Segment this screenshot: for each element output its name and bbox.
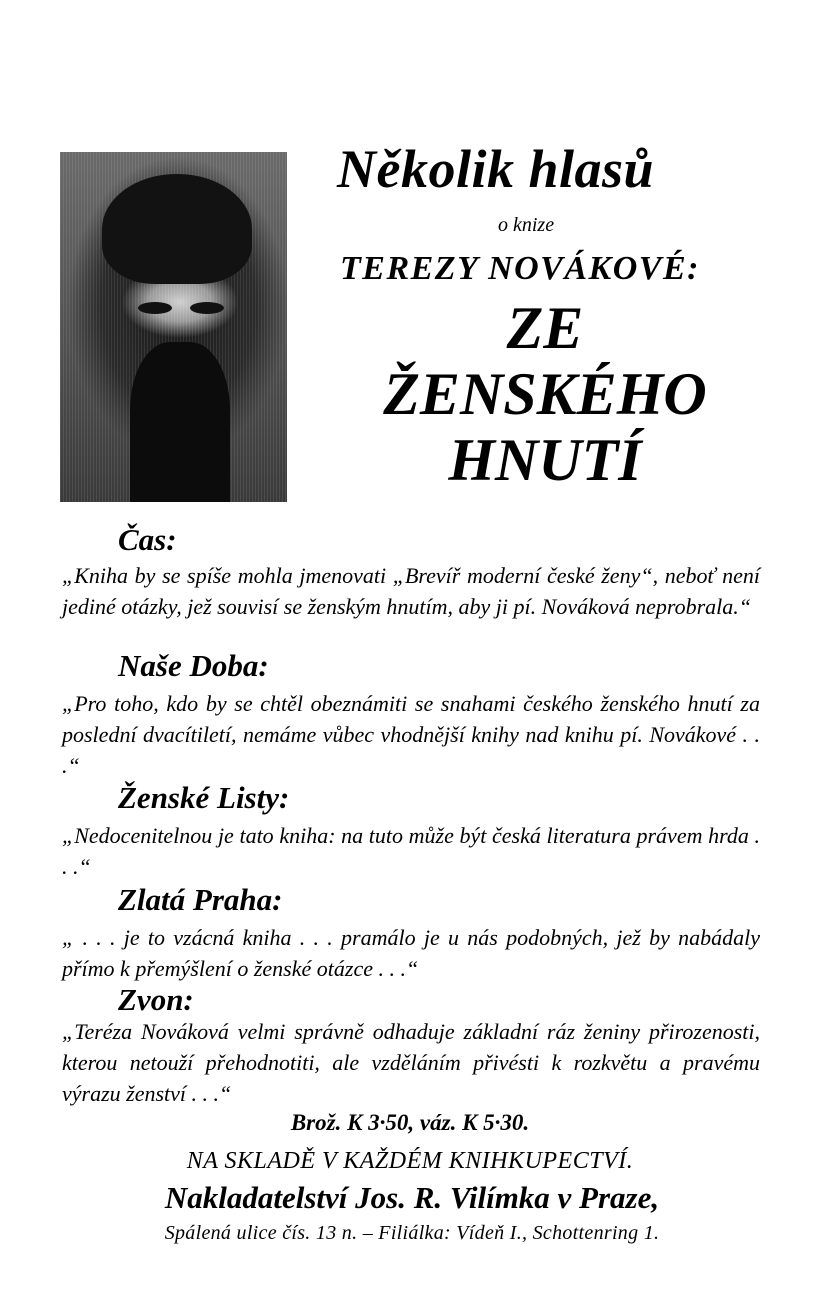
review-quote-zenske-listy: „Nedocenitelnou je tato kniha: na tuto může být česká literatura právem hrda . . .“ xyxy=(62,823,760,879)
portrait-eye-right xyxy=(190,302,224,314)
publisher-name: Nakladatelství Jos. R. Vilímka v Praze, xyxy=(164,1180,660,1215)
author-portrait xyxy=(60,152,287,502)
author-name: TEREZY NOVÁKOVÉ: xyxy=(340,250,700,287)
review-source-nase-doba: Naše Doba: xyxy=(118,648,269,683)
page-subtitle: o knize xyxy=(498,214,555,236)
review-source-zenske-listy: Ženské Listy: xyxy=(118,780,290,815)
publisher-address: Spálená ulice čís. 13 n. – Filiálka: Vídeň I., Schottenring 1. xyxy=(164,1222,660,1244)
review-quote-zvon: „Teréza Nováková velmi správně odhaduje základní ráz ženiny přirozenosti, kterou netouží přehodnotiti, ale vzděláním přivésti k rozkvětu a pravému výrazu ženství . . .“ xyxy=(62,1019,760,1106)
portrait-eye-left xyxy=(138,302,172,314)
portrait-scarf xyxy=(130,342,230,502)
page-title: Několik hlasů xyxy=(337,139,655,199)
book-title-line: ZE xyxy=(506,295,584,361)
price-line: Brož. K 3·50, váz. K 5·30. xyxy=(290,1110,530,1135)
review-source-zlata-praha: Zlatá Praha: xyxy=(118,882,283,917)
book-title xyxy=(335,295,755,493)
review-quote-zlata-praha: „ . . . je to vzácná kniha . . . pramálo je u nás podobných, jež by nabádaly přímo k přemýšlení o ženské otázce . . .“ xyxy=(62,925,760,981)
review-source-cas: Čas: xyxy=(118,522,177,557)
review-source-zvon: Zvon: xyxy=(118,982,194,1017)
review-quote-cas: „Kniha by se spíše mohla jmenovati „Brevíř moderní české ženy“, neboť není jediné otázky, jež souvisí se ženským hnutím, aby ji pí. Nováková neprobrala.“ xyxy=(62,563,760,619)
book-title-line: HNUTÍ xyxy=(448,427,642,493)
book-title-line: ŽENSKÉHO xyxy=(383,361,707,427)
availability-line: NA SKLADĚ V KAŽDÉM KNIHKUPECTVÍ. xyxy=(186,1148,634,1174)
review-quote-nase-doba: „Pro toho, kdo by se chtěl obeznámiti se snahami českého ženského hnutí za poslední dvacítiletí, nemáme vůbec vhodnější knihy nad knihu pí. Novákové . . .“ xyxy=(62,691,760,778)
portrait-hair xyxy=(102,174,252,284)
